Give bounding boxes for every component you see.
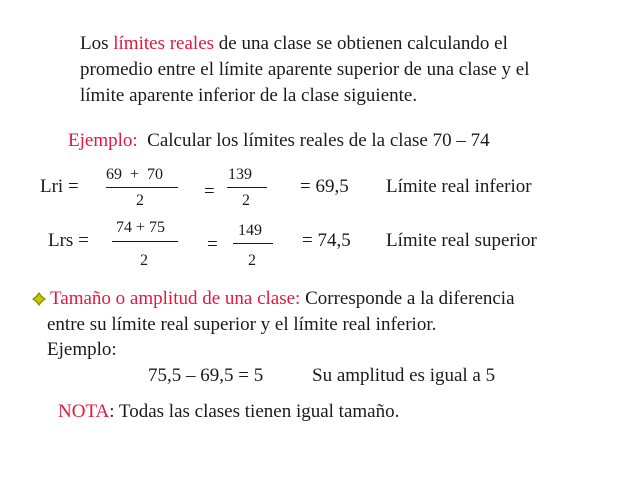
lrs-numerator [116,219,165,237]
example-heading [68,130,490,152]
intro-line-1 [80,33,508,55]
intro-line-1-end: de una clase se obtienen calculando el [214,33,508,54]
limites-reales-term: límites reales [113,33,215,54]
lrs-fraction-bar-1 [112,241,178,242]
tamano-line-2: entre su límite real superior y el límite real inferior. [47,314,437,335]
amplitude-calculation: 75,5 – 69,5 = 5 [148,365,264,386]
lri-description: Límite real inferior [386,176,532,197]
lrs-description: Límite real superior [386,230,537,251]
lrs-plus: + [136,219,146,236]
lrs-fraction-bar-2 [233,243,273,244]
example-label: Ejemplo: [68,130,138,151]
nota-line [58,401,399,423]
lri-denominator-2: 2 [242,192,250,209]
nota-text: : Todas las clases tienen igual tamaño. [109,401,400,422]
lri-label: Lri = [40,176,79,197]
lri-equals: = [204,181,215,202]
lrs-num-75: 75 [149,219,166,236]
intro-line-2: promedio entre el límite aparente superior de una clase y el [80,59,530,80]
lri-denominator-1: 2 [136,192,144,209]
lrs-num-74: 74 [116,219,132,236]
lrs-result: = 74,5 [302,230,351,251]
tamano-text-1: Corresponde a la diferencia [300,288,515,309]
lri-fraction-bar-2 [227,187,267,188]
tamano-example-label: Ejemplo: [47,339,117,360]
tamano-heading: Tamaño o amplitud de una clase: [50,288,301,309]
lrs-label: Lrs = [48,230,89,251]
lri-plus: + [130,166,140,183]
lrs-denominator-1: 2 [140,252,148,269]
diamond-bullet-icon [32,292,46,306]
example-text: Calcular los límites reales de la clase 70 – 74 [147,130,490,151]
lri-num-69: 69 [106,166,122,183]
lri-num-70: 70 [147,166,164,183]
lri-numerator [106,166,163,184]
nota-label: NOTA [58,401,110,422]
lrs-equals: = [207,234,218,255]
intro-line-1-start: Los [80,33,114,54]
intro-line-3: límite aparente inferior de la clase siguiente. [80,85,418,106]
amplitude-description: Su amplitud es igual a 5 [312,365,496,386]
lrs-denominator-2: 2 [248,252,256,269]
lrs-numerator-2: 149 [238,222,262,239]
lri-numerator-2: 139 [228,166,252,183]
lri-result: = 69,5 [300,176,349,197]
lri-fraction-bar-1 [106,187,178,188]
tamano-line-1 [50,288,515,310]
